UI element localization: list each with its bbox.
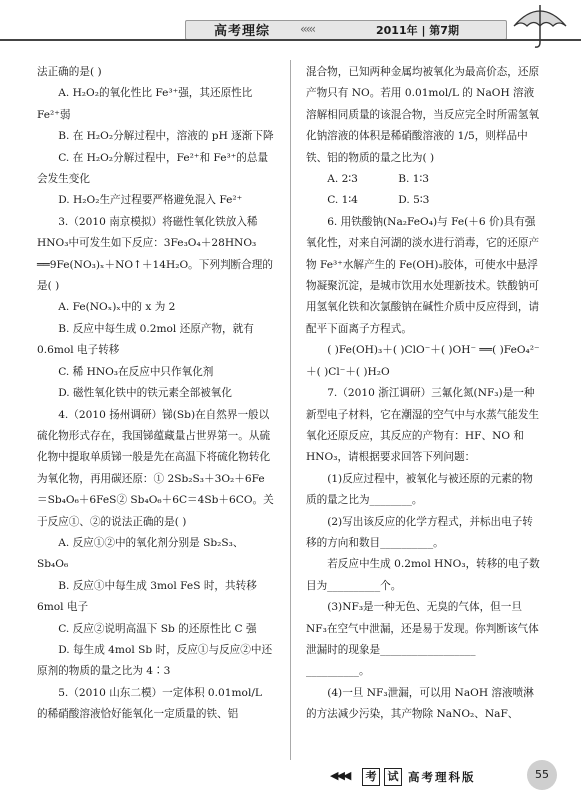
header-chevrons-icon: ‹‹‹‹‹ <box>300 22 314 36</box>
question-4: 4.（2010 扬州调研）锑(Sb)在自然界一般以硫化物形式存在，我国锑蕴藏量占世界第一。从硫化物中提取单质锑一般是先在高温下将硫化物转化为氧化物，再用碳还原：① 2Sb₂S₃＋3O₂＋6Fe＝Sb₄O₆＋6FeS② Sb₄O₆＋6C＝4Sb＋6CO。关于反应①、②的说法正确的是( ) <box>37 408 274 528</box>
option: C. 稀 HNO₃在反应中只作氧化剂 <box>58 365 214 378</box>
journal-title: 高考理综 <box>214 24 271 39</box>
option: B. 反应①中每生成 3mol FeS 时，共转移 6mol 电子 <box>37 579 257 614</box>
option: A. 反应①②中的氧化剂分别是 Sb₂S₃、Sb₄O₆ <box>37 536 244 571</box>
footer-box: 考 <box>362 768 380 786</box>
option: B. 在 H₂O₂分解过程中，溶液的 pH 逐渐下降 <box>58 130 274 143</box>
equation: ( )Fe(OH)₃＋( )ClO⁻＋( )OH⁻ ══( )FeO₄²⁻＋( )Cl⁻＋( )H₂O <box>306 344 540 378</box>
option: D. 磁性氧化铁中的铁元素全部被氧化 <box>58 387 232 400</box>
option: A. Fe(NOₓ)ₓ中的 x 为 2 <box>58 301 176 314</box>
option: C. 反应②说明高温下 Sb 的还原性比 C 强 <box>58 622 257 635</box>
page-header <box>0 0 581 50</box>
umbrella-icon <box>510 2 570 50</box>
option: C. 在 H₂O₂分解过程中，Fe²⁺和 Fe³⁺的总量会发生变化 <box>37 151 269 186</box>
page-footer <box>330 764 560 790</box>
sub-question: (4)一旦 NF₃泄漏，可以用 NaOH 溶液喷淋的方法减少污染，其产物除 NaNO₂、NaF、 <box>306 686 534 721</box>
column-divider <box>290 60 291 760</box>
header-rule <box>0 39 581 41</box>
option: B. 反应中每生成 0.2mol 还原产物，就有 0.6mol 电子转移 <box>37 322 254 357</box>
page-number: 55 <box>527 760 557 790</box>
left-column <box>37 62 274 726</box>
question-7: 7.（2010 浙江调研）三氟化氮(NF₃)是一种新型电子材料，它在潮湿的空气中与水蒸气能发生氧化还原反应，其反应的产物有：HF、NO 和 HNO₃，请根据要求回答下列问题： <box>306 387 540 464</box>
paragraph: 混合物，已知两种金属均被氧化为最高价态，还原产物只有 NO。若用 0.01mol/L 的 NaOH 溶液溶解相同质量的该混合物，当反应完全时所需氢氧化钠溶液的体积是稀硝酸溶液的 1/5，则样品中铁、铝的物质的量之比为( ) <box>306 66 540 164</box>
option: A. H₂O₂的氧化性比 Fe³⁺强，其还原性比 Fe²⁺弱 <box>37 87 253 121</box>
question-3: 3.（2010 南京模拟）将磁性氧化铁放入稀 HNO₃中可发生如下反应：3Fe₃O₄＋28HNO₃ ══9Fe(NO₃)ₓ＋NO↑＋14H₂O。下列判断合理的是( ) <box>37 215 273 293</box>
question-5: 5.（2010 山东二模）一定体积 0.01mol/L 的稀硝酸溶液恰好能氧化一定质量的铁、铝 <box>37 686 262 721</box>
sub-question: (2)写出该反应的化学方程式，并标出电子转移的方向和数目__________。 <box>306 515 533 549</box>
sub-question: (1)反应过程中，被氧化与被还原的元素的物质的量之比为________。 <box>306 472 533 507</box>
question-6: 6. 用铁酸钠(Na₂FeO₄)与 Fe(＋6 价)具有强氧化性，对来自河湖的淡水进行消毒，它的还原产物 Fe³⁺水解产生的 Fe(OH)₃胶体，可使水中悬浮物凝聚沉淀，是城市饮用水处理新技术。铁酸钠可用氢氧化铁和次氯酸钠在碱性介质中反应得到，请配平下面离子方程式。 <box>306 215 540 335</box>
sub-question: (3)NF₃是一种无色、无臭的气体，但一旦 NF₃在空气中泄漏，还是易于发现。你判断该气体泄漏时的现象是__________________ __________。 <box>306 601 539 678</box>
right-column <box>306 62 541 726</box>
footer-arrows-icon: ◀◀◀ <box>330 769 350 782</box>
option: D. 每生成 4mol Sb 时，反应①与反应②中还原剂的物质的量之比为 4∶3 <box>37 643 273 678</box>
sub-question: 若反应中生成 0.2mol HNO₃，转移的电子数目为__________个。 <box>306 558 540 592</box>
option-row: A. 2∶3 B. 1∶3 <box>327 173 429 186</box>
footer-box: 试 <box>384 768 402 786</box>
option-row: C. 1∶4 D. 5∶3 <box>327 194 430 207</box>
footer-title: 高考理科版 <box>408 770 476 784</box>
issue-label: 2011年 | 第7期 <box>376 24 459 37</box>
paragraph: 法正确的是( ) <box>37 66 102 78</box>
option: D. H₂O₂生产过程要严格避免混入 Fe²⁺ <box>58 194 243 207</box>
